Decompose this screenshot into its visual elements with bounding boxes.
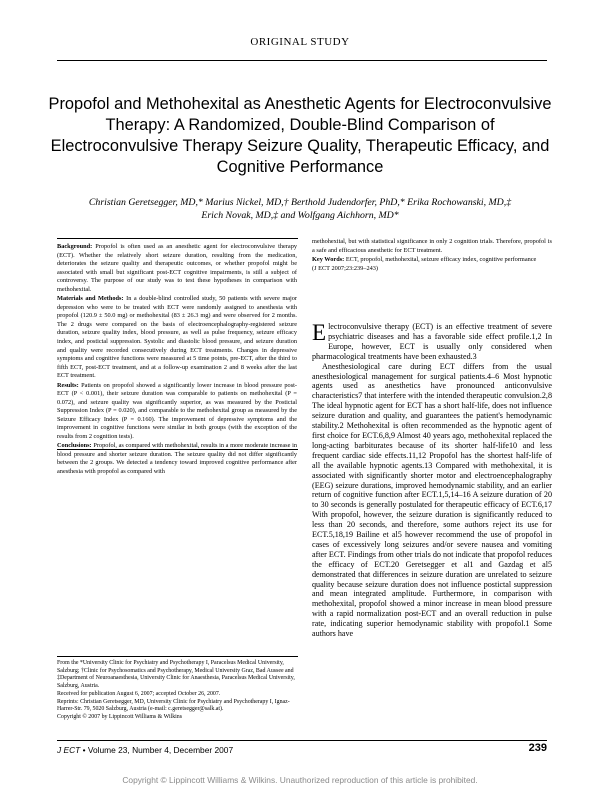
footer-rule bbox=[57, 740, 547, 741]
abstract-conclusions bbox=[57, 442, 297, 476]
abstract-left-column bbox=[57, 243, 297, 477]
keywords-text: ECT, propofol, methohexital, seizure efficacy index, cognitive performance bbox=[345, 255, 537, 263]
abstract-methods bbox=[57, 295, 297, 381]
section-label: ORIGINAL STUDY bbox=[250, 36, 350, 48]
page-number: 239 bbox=[528, 742, 547, 754]
footnote-received: Received for publication August 6, 2007; accepted October 26, 2007. bbox=[57, 690, 221, 697]
results-label: Results: bbox=[57, 381, 79, 389]
keywords bbox=[312, 256, 552, 265]
journal-name: J ECT bbox=[57, 745, 81, 755]
body-text bbox=[312, 322, 552, 639]
author-list bbox=[40, 196, 560, 222]
body-paragraph-1-text: lectroconvulsive therapy (ECT) is an effective treatment of severe psychiatric diseases and has a favorable side effect profile.1,2 In Europe, however, ECT is usually only considered when pharmacological treatments have been exhausted.3 bbox=[312, 322, 552, 361]
conclusions-text: Propofol, as compared with methohexital, results in a more moderate increase in blood pressure and shorter seizure duration. The seizure quality did not differ significantly between the 2 groups. We detected a tendency toward improved cognitive performance after anesthesia with propofol as compared with bbox=[57, 442, 297, 475]
background-label: Background: bbox=[57, 243, 93, 250]
footnote-copyright: Copyright © 2007 by Lippincott Williams & Wilkins bbox=[57, 714, 183, 720]
authors-line-2: Erich Novak, MD,‡ and Wolfgang Aichhorn, MD* bbox=[201, 210, 399, 221]
abstract-background bbox=[57, 243, 297, 295]
body-paragraph-2: Anesthesiological care during ECT differs from the usual anesthesiological management for surgical patients.4–6 Most hypnotic agents used as anesthetics have pronounced anticonvulsive characteristics7 that interfere with the intended therapeutic convulsion.2,8 The ideal hypnotic agent for ECT has a short half-life, does not influence seizure duration and quality, and guarantees the patient's hemodynamic stability.2 Methohexital is often recommended as the hypnotic agent of first choice for ECT.6,8,9 Almost 40 years ago, methohexital replaced the long-acting barbiturates because of its shorter half-life10 and less frequent cardiac side effects.11,12 Propofol has the shortest half-life of all the available hypnotic agents.13 Compared with methohexital, it is associated with significantly shorter motor and electroencephalography (EEG) seizure durations, improved hemodynamic stability, and an earlier return of cognitive function after ECT.1,5,14–16 A seizure duration of 20 to 30 seconds is generally postulated for therapeutic efficacy of ECT.6,17 With propofol, however, the seizure duration is significantly reduced to less than 20 seconds, and therefore, some authors reject its use for ECT.5,18,19 Bailine et al5 however recommend the use of propofol in cases of excessively long seizures and/or severe nausea and vomiting after ECT. Findings from other trials do not indicate that propofol reduces the efficacy of ECT.20 Geretsegger et al1 and Gazdag et al5 demonstrated that differences in seizure duration are unrelated to seizure quality because seizure duration does not influence postictal suppression and mean integrated amplitude. Furthermore, in comparison with methohexital, propofol showed a minor increase in mean blood pressure with a rapid normalization post-ECT and an overall reduction in pulse rate, indicating superior hemodynamic stability with propofol.1 Some authors have bbox=[312, 361, 552, 639]
footnote-reprints: Reprints: Christian Geretsegger, MD, University Clinic for Psychiatry and Psychotherapy I, Ignaz-Harrer-Str. 79, 5020 Salzburg, Austria (e-mail: c.geretsegger@salk.at). bbox=[57, 698, 290, 712]
copyright-notice: Copyright © Lippincott Williams & Wilkins. Unauthorized reproduction of this article is prohibited. bbox=[122, 775, 478, 785]
footer-journal-info: J ECT • Volume 23, Number 4, December 2007 bbox=[57, 745, 234, 755]
footnotes bbox=[57, 656, 298, 722]
background-text: Propofol is often used as an anesthetic agent for electroconvulsive therapy (ECT). Whether the relatively short seizure duration, resulting from the medication, deteriorates the seizure quality and therapeutic outcomes, or whether propofol might be associated with small but significant post-ECT cognitive impairments, is still a subject of controversy. The purpose of our study was to test these hypotheses in comparison with methohexital. bbox=[57, 243, 297, 293]
authors-line-1: Christian Geretsegger, MD,* Marius Nickel, MD,† Berthold Judendorfer, PhD,* Erika Rochowanski, MD,‡ bbox=[88, 197, 512, 208]
results-text: Patients on propofol showed a significantly lower increase in blood pressure post-ECT (P < 0.001), their seizure duration was comparable to patients on methohexital (P = 0.072), and seizure quality was significantly superior, as was measured by the Postictal Suppression Index (P = 0.020), and comparable to the methohexital group as measured by the Seizure Efficacy Index (P = 0.160). The improvement of depressive symptoms and the improvement in cognitive functions were similar in both groups (with the exception of the results from 2 cognition tests). bbox=[57, 381, 298, 441]
body-paragraph-1 bbox=[312, 322, 552, 362]
footnote-affiliations: From the *University Clinic for Psychiatry and Psychotherapy I, Paracelsus Medical University, Salzburg; †Clinic for Psychosomatics and Psychotherapy, Medical University Graz, Bad Aussee and ‡Department of Neuroanaesthesia, University Clinic for Anaesthesia, Paracelsus Medical University, Salzburg, Austria. bbox=[57, 660, 295, 689]
methods-text: In a double-blind controlled study, 50 patients with severe major depression who were to be treated with ECT were randomly assigned to anesthesia with propofol (120.9 ± 50.0 mg) or methohexital (83 ± 26.3 mg) and were observed for 2 months. The 2 drugs were compared on the basis of electroencephalography-registered seizure duration, seizure quality index, blood pressure, as well as pulse frequency, seizure efficacy index, and postictal suppression. Systolic and diastolic blood pressure, and seizure duration and quality were recorded consecutively during ECT treatments. Changes in depressive symptoms and cognitive functions were measured at 5 time points, pre-ECT, after the third to fifth ECT, post-ECT treatment, and at a follow-up examination 2 and 8 weeks after the last ECT treatment. bbox=[57, 295, 298, 380]
citation: (J ECT 2007;23:239–243) bbox=[312, 264, 379, 272]
abstract-continued: methohexital, but with statistical significance in only 2 cognition trials. Therefore, propofol is a safe and efficacious anesthetic for ECT treatment. bbox=[312, 238, 552, 254]
keywords-label: Key Words: bbox=[312, 255, 345, 263]
article-title: Propofol and Methohexital as Anesthetic Agents for Electroconvulsive Therapy: A Randomized, Double-Blind Comparison of Electroconvulsive Therapy Seizure Quality, Therapeutic Efficacy, and Cognitive Performance bbox=[48, 95, 552, 176]
methods-label: Materials and Methods: bbox=[57, 295, 124, 303]
abstract-right-column bbox=[312, 238, 552, 274]
abstract-results bbox=[57, 382, 297, 442]
conclusions-label: Conclusions: bbox=[57, 442, 92, 450]
header-rule bbox=[57, 60, 547, 61]
drop-cap: E bbox=[312, 320, 327, 345]
journal-issue: Volume 23, Number 4, December 2007 bbox=[87, 745, 234, 755]
